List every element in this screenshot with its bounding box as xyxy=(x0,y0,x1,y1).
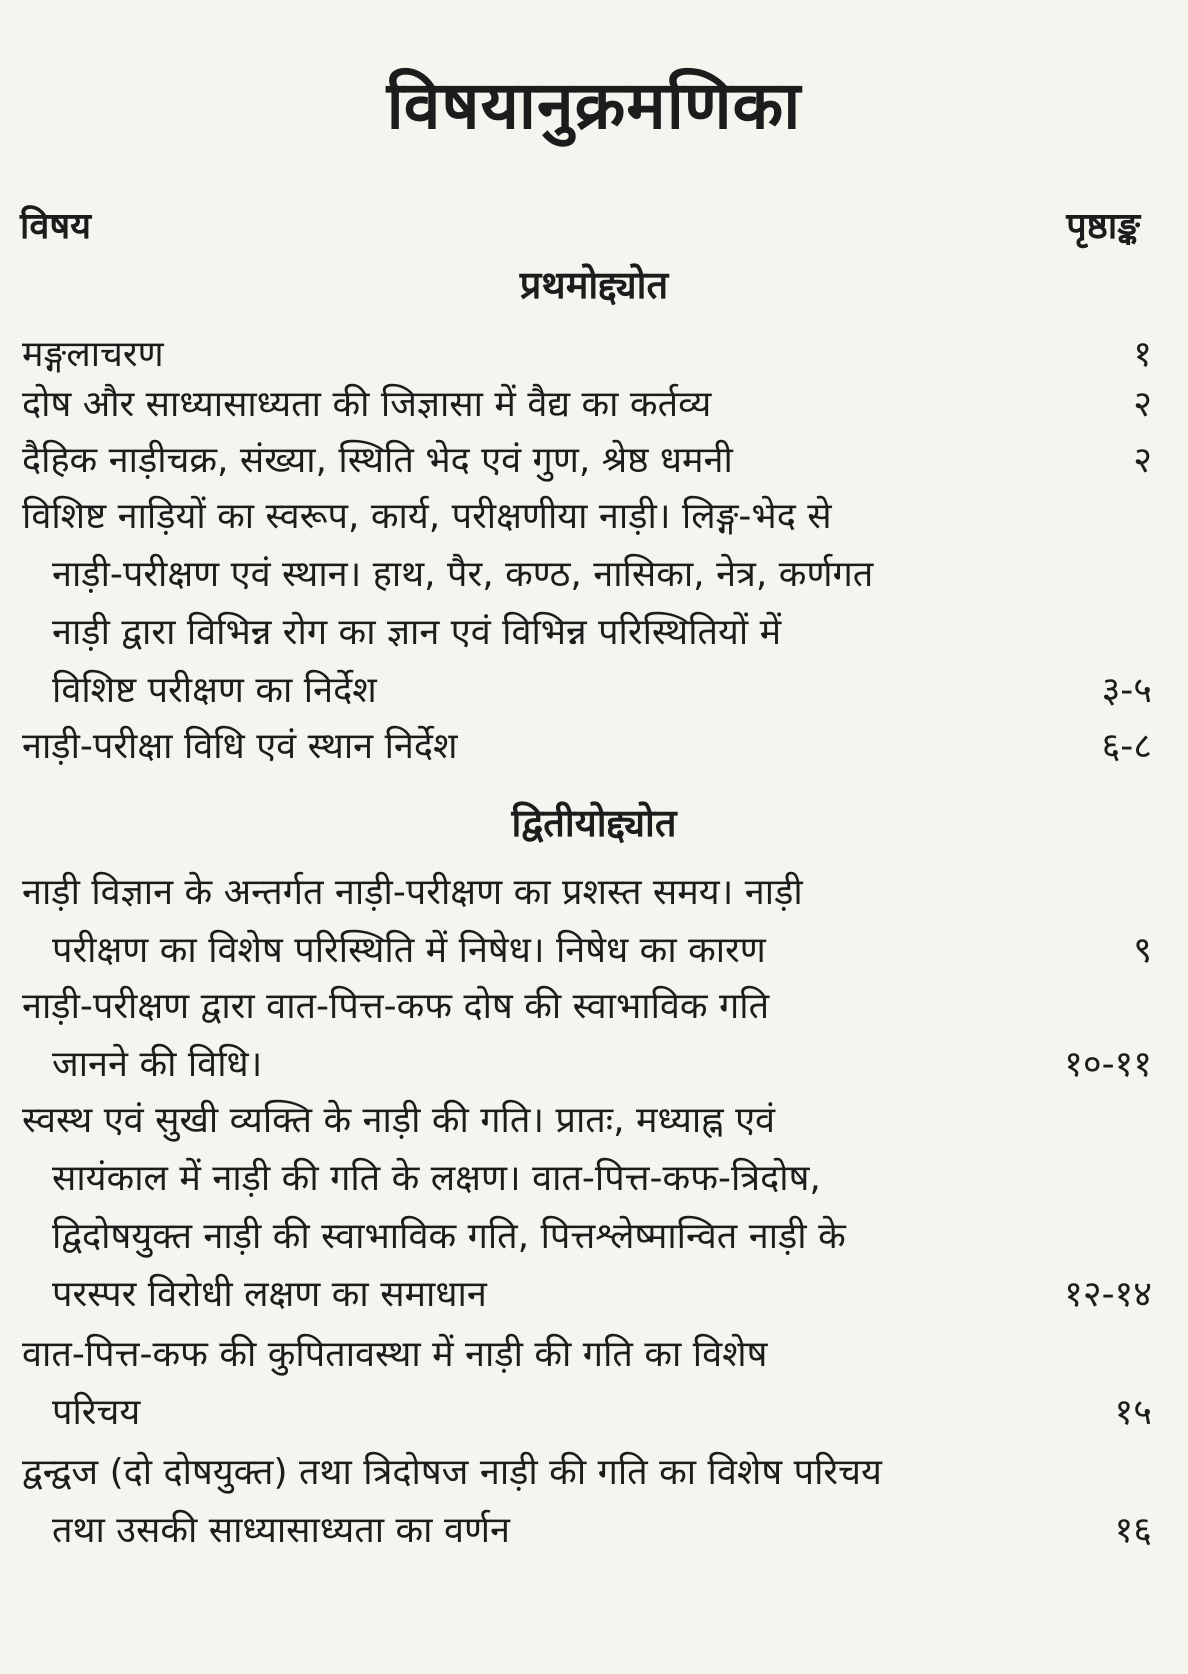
entry-page: १२-१४ xyxy=(1064,1274,1152,1315)
entry-page: १६ xyxy=(1114,1510,1152,1551)
entry-text: नाड़ी-परीक्षण एवं स्थान। हाथ, पैर, कण्ठ, नासिका, नेत्र, कर्णगत xyxy=(52,554,874,595)
section-heading-1: प्रथमोद्द्योत xyxy=(519,263,669,307)
entry-text: दैहिक नाड़ीचक्र, संख्या, स्थिति भेद एवं गुण, श्रेष्ठ धमनी xyxy=(22,440,733,481)
entry-text: सायंकाल में नाड़ी की गति के लक्षण। वात-पित्त-कफ-त्रिदोष, xyxy=(52,1158,821,1199)
entry-page: २ xyxy=(1133,384,1152,425)
toc-entry xyxy=(22,1446,1152,1562)
toc-entry xyxy=(22,1094,1152,1326)
entry-text: परीक्षण का विशेष परिस्थिति में निषेध। निषेध का कारण xyxy=(52,930,766,971)
toc-entry xyxy=(22,378,1152,436)
entry-page: ९ xyxy=(1133,930,1152,971)
entry-text: विशिष्ट नाड़ियों का स्वरूप, कार्य, परीक्षणीया नाड़ी। लिङ्ग-भेद से xyxy=(22,496,832,537)
entry-page: १ xyxy=(1133,334,1152,375)
entry-text: जानने की विधि। xyxy=(52,1044,263,1085)
entry-text: परिचय xyxy=(52,1392,141,1433)
entry-page: ३-५ xyxy=(1101,670,1152,711)
entry-text: द्वन्द्वज (दो दोषयुक्त) तथा त्रिदोषज नाड़ी की गति का विशेष परिचय xyxy=(22,1452,882,1493)
entry-text: तथा उसकी साध्यासाध्यता का वर्णन xyxy=(52,1510,510,1551)
entry-page: ६-८ xyxy=(1101,726,1152,767)
toc-entry xyxy=(22,490,1152,722)
toc-entry xyxy=(22,866,1152,982)
entry-page: १५ xyxy=(1114,1392,1152,1433)
entry-text: नाड़ी विज्ञान के अन्तर्गत नाड़ी-परीक्षण का प्रशस्त समय। नाड़ी xyxy=(22,872,803,913)
entry-text: विशिष्ट परीक्षण का निर्देश xyxy=(52,670,377,711)
entry-text: द्विदोषयुक्त नाड़ी की स्वाभाविक गति, पित्तश्लेष्मान्वित नाड़ी के xyxy=(52,1216,846,1257)
toc-entry xyxy=(22,434,1152,492)
subject-column-header: विषय xyxy=(20,206,92,247)
entry-text: नाड़ी-परीक्षण द्वारा वात-पित्त-कफ दोष की स्वाभाविक गति xyxy=(22,986,770,1027)
toc-entry xyxy=(22,980,1152,1096)
entry-text: दोष और साध्यासाध्यता की जिज्ञासा में वैद्य का कर्तव्य xyxy=(22,384,712,425)
entry-page: २ xyxy=(1133,440,1152,481)
entry-text: नाड़ी द्वारा विभिन्न रोग का ज्ञान एवं विभिन्न परिस्थितियों में xyxy=(52,612,782,653)
entry-page: १०-११ xyxy=(1064,1044,1152,1085)
entry-text: वात-पित्त-कफ की कुपितावस्था में नाड़ी की गति का विशेष xyxy=(22,1334,768,1375)
entry-text: मङ्गलाचरण xyxy=(22,334,164,375)
page-title: विषयानुक्रमणिका xyxy=(386,67,802,144)
entry-text: परस्पर विरोधी लक्षण का समाधान xyxy=(52,1274,487,1315)
page-column-header: पृष्ठाङ्क xyxy=(1066,206,1140,247)
entry-text: स्वस्थ एवं सुखी व्यक्ति के नाड़ी की गति। प्रातः, मध्याह्न एवं xyxy=(22,1100,775,1141)
toc-entry xyxy=(22,720,1152,778)
entry-text: नाड़ी-परीक्षा विधि एवं स्थान निर्देश xyxy=(22,726,458,767)
section-heading-2: द्वितीयोद्द्योत xyxy=(511,801,677,845)
toc-entry xyxy=(22,1328,1152,1444)
